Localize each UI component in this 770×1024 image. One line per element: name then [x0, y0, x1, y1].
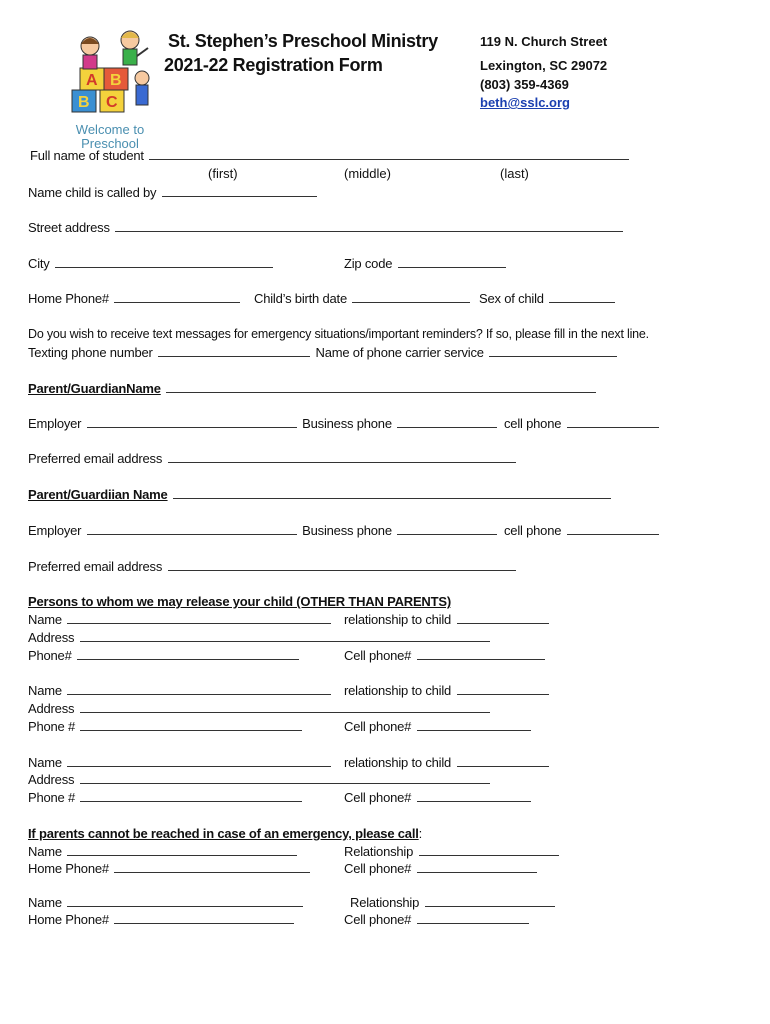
release2-phone-label: Phone # — [28, 719, 76, 734]
guardian1-email-row — [28, 451, 518, 466]
emergency1-cell-field[interactable] — [417, 862, 537, 873]
release3-address-label: Address — [28, 772, 75, 787]
home-phone-row — [28, 291, 242, 306]
home-phone-field[interactable] — [114, 292, 240, 303]
guardian1-name-row — [28, 381, 598, 396]
release2-address-field[interactable] — [80, 702, 490, 713]
logo-line1: Welcome to — [75, 122, 145, 137]
school-email-link[interactable]: beth@sslc.org — [480, 95, 570, 110]
release1-relationship-row — [344, 612, 551, 627]
texting-label: Texting phone number — [28, 345, 153, 360]
last-name-caption: (last) — [500, 166, 529, 181]
guardian1-name-field[interactable] — [166, 382, 596, 393]
release3-name-label: Name — [28, 755, 62, 770]
birth-date-row — [254, 291, 472, 306]
guardian1-business-field[interactable] — [397, 417, 497, 428]
emergency2-name-label: Name — [28, 895, 62, 910]
release2-relationship-label: relationship to child — [344, 683, 452, 698]
text-question: Do you wish to receive text messages for emergency situations/important reminders? If so, please fill in the next line. — [28, 327, 649, 341]
city-row — [28, 256, 275, 271]
svg-text:A: A — [86, 72, 98, 89]
guardian2-employer-field[interactable] — [87, 524, 297, 535]
release3-relationship-row — [344, 755, 551, 770]
release1-phone-row — [28, 648, 301, 663]
emergency1-cell-row — [344, 861, 539, 876]
guardian1-employer-label: Employer — [28, 416, 82, 431]
form-title: 2021-22 Registration Form — [164, 55, 383, 75]
sex-field[interactable] — [549, 292, 615, 303]
release2-name-label: Name — [28, 683, 62, 698]
sex-label: Sex of child — [479, 291, 544, 306]
city-field[interactable] — [55, 257, 273, 268]
kids-on-blocks-illustration — [60, 18, 160, 118]
release1-phone-field[interactable] — [77, 649, 299, 660]
guardian2-business-label: Business phone — [302, 523, 392, 538]
emergency-heading-row — [28, 826, 422, 841]
guardian1-cell-label: cell phone — [504, 416, 562, 431]
release1-relationship-field[interactable] — [457, 613, 549, 624]
release2-phone-row — [28, 719, 304, 734]
release3-cell-row — [344, 790, 533, 805]
emergency1-relationship-field[interactable] — [419, 845, 559, 856]
guardian2-name-label: Parent/Guardiian Name — [28, 487, 168, 502]
release2-relationship-row — [344, 683, 551, 698]
emergency2-name-row — [28, 895, 305, 910]
emergency2-relationship-row — [350, 895, 557, 910]
street-label: Street address — [28, 220, 110, 235]
guardian2-email-row — [28, 559, 518, 574]
emergency1-relationship-row — [344, 844, 561, 859]
address-line2: Lexington, SC 29072 — [480, 58, 608, 73]
release1-relationship-label: relationship to child — [344, 612, 452, 627]
emergency2-relationship-label: Relationship — [350, 895, 420, 910]
emergency1-cell-label: Cell phone# — [344, 861, 412, 876]
release2-address-label: Address — [28, 701, 75, 716]
emergency1-home-phone-row — [28, 861, 312, 876]
preschool-logo — [60, 18, 160, 151]
svg-text:B: B — [78, 94, 90, 111]
release1-name-field[interactable] — [67, 613, 331, 624]
release1-address-field[interactable] — [80, 631, 490, 642]
guardian1-business-label: Business phone — [302, 416, 392, 431]
guardian2-employer-row — [28, 523, 499, 538]
svg-text:C: C — [106, 94, 118, 111]
release1-cell-row — [344, 648, 547, 663]
release3-phone-field[interactable] — [80, 791, 302, 802]
first-name-caption: (first) — [208, 166, 238, 181]
zip-row — [344, 256, 508, 271]
emergency2-relationship-field[interactable] — [425, 896, 555, 907]
release3-address-row — [28, 772, 492, 787]
guardian1-employer-row — [28, 416, 499, 431]
emergency-heading-colon: : — [418, 826, 423, 841]
release3-relationship-label: relationship to child — [344, 755, 452, 770]
release3-cell-label: Cell phone# — [344, 790, 412, 805]
street-field[interactable] — [115, 221, 623, 232]
guardian2-name-row — [28, 487, 613, 502]
middle-name-caption: (middle) — [344, 166, 391, 181]
guardian2-employer-label: Employer — [28, 523, 82, 538]
street-row — [28, 220, 625, 235]
svg-text:B: B — [110, 72, 122, 89]
release1-name-row — [28, 612, 333, 627]
release3-relationship-field[interactable] — [457, 756, 549, 767]
emergency2-home-phone-label: Home Phone# — [28, 912, 109, 927]
release3-address-field[interactable] — [80, 773, 490, 784]
emergency2-cell-field[interactable] — [417, 913, 529, 924]
birth-date-label: Child’s birth date — [254, 291, 347, 306]
logo-line2: Preschool — [81, 136, 139, 151]
guardian1-cell-field[interactable] — [567, 417, 659, 428]
emergency2-cell-label: Cell phone# — [344, 912, 412, 927]
release1-cell-field[interactable] — [417, 649, 545, 660]
release2-cell-row — [344, 719, 533, 734]
release1-name-label: Name — [28, 612, 62, 627]
release1-cell-label: Cell phone# — [344, 648, 412, 663]
school-phone: (803) 359-4369 — [480, 77, 569, 92]
guardian1-cell-row — [504, 416, 661, 431]
full-name-label: Full name of student — [30, 148, 144, 163]
emergency1-relationship-label: Relationship — [344, 844, 414, 859]
emergency2-name-field[interactable] — [67, 896, 303, 907]
carrier-label: Name of phone carrier service — [315, 345, 484, 360]
guardian2-business-field[interactable] — [397, 524, 497, 535]
guardian2-email-field[interactable] — [168, 560, 516, 571]
guardian1-email-field[interactable] — [168, 452, 516, 463]
emergency1-name-field[interactable] — [67, 845, 297, 856]
birth-date-field[interactable] — [352, 292, 470, 303]
release2-cell-label: Cell phone# — [344, 719, 412, 734]
release3-cell-field[interactable] — [417, 791, 531, 802]
release1-address-label: Address — [28, 630, 75, 645]
release2-name-field[interactable] — [67, 684, 331, 695]
address-line1: 119 N. Church Street — [480, 34, 608, 49]
release2-cell-field[interactable] — [417, 720, 531, 731]
release1-address-row — [28, 630, 492, 645]
school-name: St. Stephen’s Preschool Ministry — [168, 31, 438, 51]
zip-label: Zip code — [344, 256, 393, 271]
called-by-label: Name child is called by — [28, 185, 157, 200]
emergency2-home-phone-field[interactable] — [114, 913, 294, 924]
release3-phone-label: Phone # — [28, 790, 76, 805]
texting-field[interactable] — [158, 346, 310, 357]
guardian1-name-label: Parent/GuardianName — [28, 381, 161, 396]
release1-phone-label: Phone# — [28, 648, 72, 663]
guardian1-employer-field[interactable] — [87, 417, 297, 428]
home-phone-label: Home Phone# — [28, 291, 109, 306]
release3-name-row — [28, 755, 333, 770]
emergency2-home-phone-row — [28, 912, 296, 927]
texting-row — [28, 345, 619, 360]
guardian1-email-label: Preferred email address — [28, 451, 163, 466]
full-name-field[interactable] — [149, 149, 629, 160]
release2-relationship-field[interactable] — [457, 684, 549, 695]
emergency2-cell-row — [344, 912, 531, 927]
release3-name-field[interactable] — [67, 756, 331, 767]
carrier-field[interactable] — [489, 346, 617, 357]
guardian2-email-label: Preferred email address — [28, 559, 163, 574]
called-by-field[interactable] — [162, 186, 317, 197]
emergency1-name-label: Name — [28, 844, 62, 859]
city-label: City — [28, 256, 50, 271]
emergency-heading: If parents cannot be reached in case of an emergency, please call — [28, 826, 419, 841]
guardian2-cell-label: cell phone — [504, 523, 562, 538]
guardian2-cell-field[interactable] — [567, 524, 659, 535]
release3-phone-row — [28, 790, 304, 805]
sex-row — [479, 291, 617, 306]
release2-phone-field[interactable] — [80, 720, 302, 731]
release2-name-row — [28, 683, 333, 698]
zip-field[interactable] — [398, 257, 506, 268]
logo-text — [60, 123, 160, 151]
called-by-row — [28, 185, 319, 200]
guardian2-name-field[interactable] — [173, 488, 611, 499]
release2-address-row — [28, 701, 492, 716]
emergency1-name-row — [28, 844, 299, 859]
emergency1-home-phone-field[interactable] — [114, 862, 310, 873]
release-heading: Persons to whom we may release your child (OTHER THAN PARENTS) — [28, 594, 451, 609]
emergency1-home-phone-label: Home Phone# — [28, 861, 109, 876]
guardian2-cell-row — [504, 523, 661, 538]
full-name-row — [30, 148, 631, 163]
